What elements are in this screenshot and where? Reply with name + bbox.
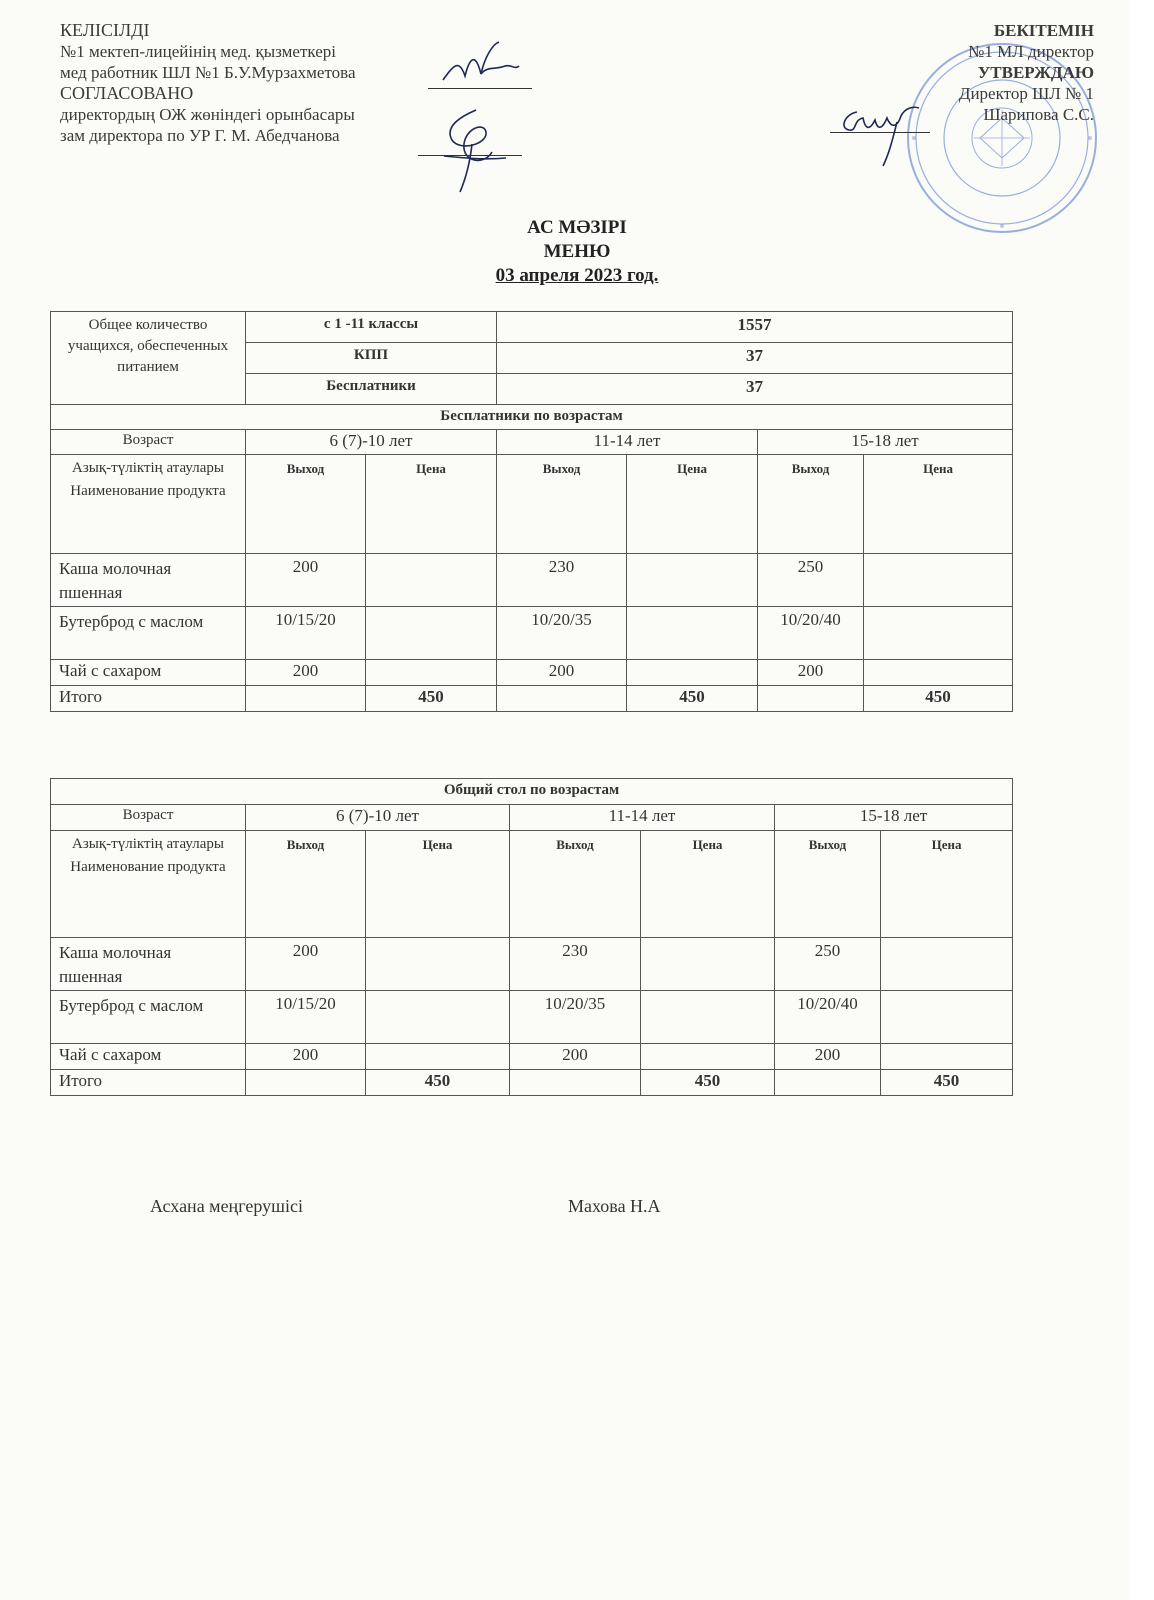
age-group: 6 (7)-10 лет xyxy=(246,430,497,455)
document-title xyxy=(0,216,1154,288)
cell: 200 xyxy=(758,660,864,686)
director-kz: №1 МЛ директор xyxy=(968,42,1094,61)
table-row xyxy=(51,660,1013,686)
agreed-kz: КЕЛІСІЛДІ xyxy=(60,20,150,40)
menu-table-general xyxy=(50,778,1013,1096)
summary-row-value: 1557 xyxy=(497,312,1013,343)
col-price: Цена xyxy=(366,455,497,554)
cell xyxy=(627,660,758,686)
cell: 230 xyxy=(497,554,627,607)
cell xyxy=(881,938,1013,991)
table-total-row xyxy=(51,1070,1013,1096)
canteen-manager-role: Асхана меңгерушісі xyxy=(150,1196,303,1216)
approval-block-right xyxy=(959,20,1094,125)
cell xyxy=(627,554,758,607)
director-ru: Директор ШЛ № 1 xyxy=(958,84,1094,103)
cell: 200 xyxy=(246,1044,366,1070)
col-price: Цена xyxy=(627,455,758,554)
canteen-manager-name: Махова Н.А xyxy=(568,1196,661,1216)
cell: 10/15/20 xyxy=(246,991,366,1044)
signature-deputy xyxy=(436,104,516,196)
cell xyxy=(758,686,864,712)
cell: 10/20/35 xyxy=(497,607,627,660)
cell xyxy=(864,554,1013,607)
age-group: 11-14 лет xyxy=(497,430,758,455)
cell xyxy=(641,991,775,1044)
cell: 10/20/40 xyxy=(775,991,881,1044)
cell: 200 xyxy=(510,1044,641,1070)
total-value: 450 xyxy=(366,686,497,712)
cell xyxy=(641,938,775,991)
total-value: 450 xyxy=(881,1070,1013,1096)
total-label: Итого xyxy=(51,686,246,712)
summary-row-value: 37 xyxy=(497,374,1013,405)
summary-row-name: КПП xyxy=(246,343,497,374)
approve-kz: БЕКІТЕМІН xyxy=(993,21,1094,40)
cell xyxy=(497,686,627,712)
table-total-row xyxy=(51,686,1013,712)
age-group: 15-18 лет xyxy=(775,805,1013,831)
age-group: 6 (7)-10 лет xyxy=(246,805,510,831)
director-name: Шарипова С.С. xyxy=(983,105,1094,124)
total-label: Итого xyxy=(51,1070,246,1096)
cell: 200 xyxy=(246,554,366,607)
title-kz: АС МӘЗІРІ xyxy=(527,217,627,238)
cell: 200 xyxy=(246,938,366,991)
cell: 200 xyxy=(775,1044,881,1070)
table-row xyxy=(51,938,1013,991)
summary-row-name: Бесплатники xyxy=(246,374,497,405)
scan-edge xyxy=(1130,0,1154,1600)
menu-date: 03 апреля 2023 год. xyxy=(495,265,659,286)
table-row xyxy=(51,1044,1013,1070)
age-group: 11-14 лет xyxy=(510,805,775,831)
approve-ru: УТВЕРЖДАЮ xyxy=(977,63,1094,82)
cell xyxy=(881,991,1013,1044)
product-label: Азық-түліктің атаулары Наименование продукта xyxy=(51,831,246,938)
col-price: Цена xyxy=(641,831,775,938)
col-output: Выход xyxy=(246,455,366,554)
cell xyxy=(246,686,366,712)
cell: 10/15/20 xyxy=(246,607,366,660)
age-group: 15-18 лет xyxy=(758,430,1013,455)
cell xyxy=(366,660,497,686)
table-row xyxy=(51,554,1013,607)
section-title: Бесплатники по возрастам xyxy=(51,405,1013,430)
cell: 10/20/40 xyxy=(758,607,864,660)
col-price: Цена xyxy=(864,455,1013,554)
col-price: Цена xyxy=(881,831,1013,938)
cell xyxy=(864,660,1013,686)
menu-table-free-meals xyxy=(50,311,1013,712)
col-output: Выход xyxy=(758,455,864,554)
title-ru: МЕНЮ xyxy=(543,241,611,262)
product-label: Азық-түліктің атаулары Наименование продукта xyxy=(51,455,246,554)
cell xyxy=(864,607,1013,660)
cell xyxy=(366,938,510,991)
signature-director xyxy=(835,98,935,170)
total-value: 450 xyxy=(627,686,758,712)
cell xyxy=(366,991,510,1044)
cell xyxy=(510,1070,641,1096)
cell xyxy=(775,1070,881,1096)
cell: 230 xyxy=(510,938,641,991)
cell xyxy=(366,607,497,660)
med-worker-kz: №1 мектеп-лицейінің мед. қызметкері xyxy=(60,42,336,61)
summary-row-value: 37 xyxy=(497,343,1013,374)
col-output: Выход xyxy=(775,831,881,938)
cell xyxy=(627,607,758,660)
product-name: Бутерброд с маслом xyxy=(51,991,246,1044)
cell xyxy=(246,1070,366,1096)
col-output: Выход xyxy=(246,831,366,938)
table-row xyxy=(51,607,1013,660)
product-name: Чай с сахаром xyxy=(51,660,246,686)
cell: 250 xyxy=(775,938,881,991)
cell: 200 xyxy=(246,660,366,686)
med-worker-ru: мед работник ШЛ №1 Б.У.Мурзахметова xyxy=(60,63,356,82)
section-title: Общий стол по возрастам xyxy=(51,779,1013,805)
total-value: 450 xyxy=(864,686,1013,712)
product-name: Каша молочная пшенная xyxy=(51,938,246,991)
cell xyxy=(366,554,497,607)
approval-block-left xyxy=(60,20,356,146)
col-price: Цена xyxy=(366,831,510,938)
agreed-ru: СОГЛАСОВАНО xyxy=(60,83,194,103)
cell xyxy=(881,1044,1013,1070)
cell: 250 xyxy=(758,554,864,607)
summary-label: Общее количество учащихся, обеспеченных питанием xyxy=(51,312,246,405)
product-name: Каша молочная пшенная xyxy=(51,554,246,607)
age-label: Возраст xyxy=(51,805,246,831)
summary-row-name: с 1 -11 классы xyxy=(246,312,497,343)
cell xyxy=(366,1044,510,1070)
table-row xyxy=(51,991,1013,1044)
deputy-ru: зам директора по УР Г. М. Абедчанова xyxy=(60,126,340,145)
signature-med-worker xyxy=(435,36,525,96)
cell: 10/20/35 xyxy=(510,991,641,1044)
deputy-kz: директордың ОЖ жөніндегі орынбасары xyxy=(60,105,355,124)
product-name: Бутерброд с маслом xyxy=(51,607,246,660)
product-name: Чай с сахаром xyxy=(51,1044,246,1070)
total-value: 450 xyxy=(641,1070,775,1096)
cell xyxy=(641,1044,775,1070)
col-output: Выход xyxy=(497,455,627,554)
col-output: Выход xyxy=(510,831,641,938)
total-value: 450 xyxy=(366,1070,510,1096)
age-label: Возраст xyxy=(51,430,246,455)
cell: 200 xyxy=(497,660,627,686)
